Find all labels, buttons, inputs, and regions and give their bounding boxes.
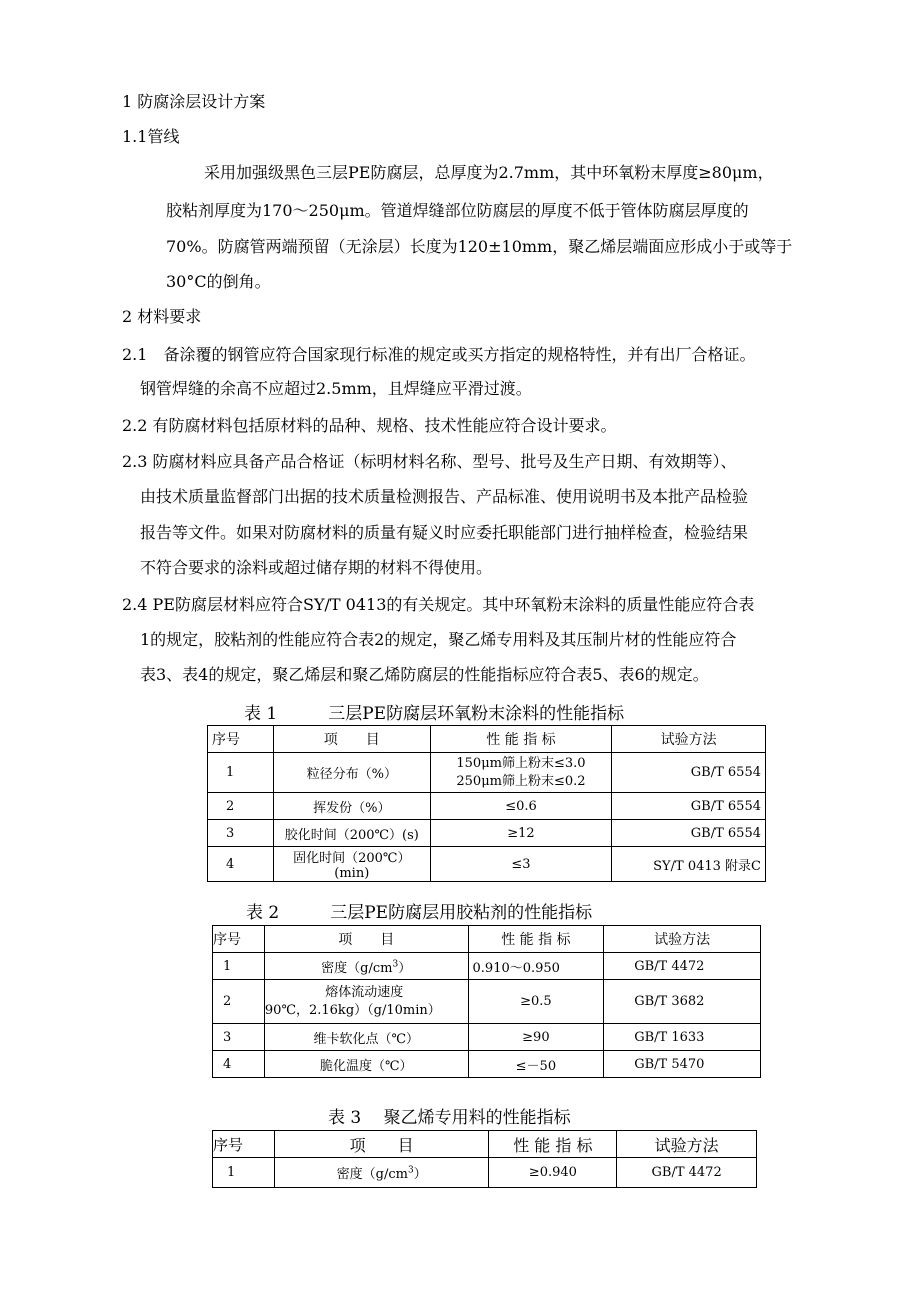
paragraph-line: 2.3 防腐材料应具备产品合格证（标明材料名称、型号、批号及生产日期、有效期等）、 [122, 452, 737, 471]
header-cell: 试验方法 [617, 1131, 757, 1158]
table-row [213, 1158, 757, 1188]
cell-method: GB/T 4472 [604, 953, 761, 980]
cell-value: ≥0.5 [468, 980, 604, 1024]
cell-item: 粒径分布（%） [273, 753, 430, 793]
table-row [208, 793, 766, 820]
paragraph-line: 胶粘剂厚度为170～250μm。管道焊缝部位防腐层的厚度不低于管体防腐层厚度的 [166, 201, 749, 220]
cell-no: 1 [213, 1158, 275, 1188]
item-text: 密度（g/cm [321, 960, 393, 976]
cell-item [274, 1158, 489, 1188]
table-row [213, 980, 761, 1024]
header-cell: 序号 [213, 1131, 275, 1158]
table-header-row [213, 926, 761, 953]
cell-no: 4 [208, 847, 274, 882]
table-row [213, 953, 761, 980]
cell-method: SY/T 0413 附录C [612, 847, 766, 882]
cell-no: 1 [213, 953, 265, 980]
header-cell: 性 能 指 标 [489, 1131, 617, 1158]
cell-item [264, 980, 468, 1024]
item-line: 熔体流动速度 [325, 984, 404, 1000]
paragraph-line: 2.2 有防腐材料包括原材料的品种、规格、技术性能应符合设计要求。 [122, 416, 617, 435]
header-cell: 试验方法 [604, 926, 761, 953]
header-cell: 性 能 指 标 [430, 726, 612, 753]
paragraph-line: 30°C的倒角。 [166, 272, 271, 291]
section-1-1-title: 1.1管线 [122, 127, 180, 146]
table-row [208, 820, 766, 847]
cell-no: 2 [208, 793, 274, 820]
table-header-row [208, 726, 766, 753]
header-cell: 性 能 指 标 [468, 926, 604, 953]
paragraph-line: 70%。防腐管两端预留（无涂层）长度为120±10mm，聚乙烯层端面应形成小于或等于 [166, 237, 793, 256]
cell-item: 胶化时间（200℃）(s) [273, 820, 430, 847]
table-3 [212, 1130, 757, 1188]
cell-no: 3 [208, 820, 274, 847]
table-row [213, 1024, 761, 1051]
item-text: 密度（g/cm [336, 1167, 408, 1182]
paragraph-line: 2.4 PE防腐层材料应符合SY/T 0413的有关规定。其中环氧粉末涂料的质量性能应符合表 [122, 595, 755, 614]
value-line: 150μm筛上粉末≤3.0 [456, 755, 586, 771]
cell-method: GB/T 3682 [604, 980, 761, 1024]
cell-item: 维卡软化点（℃） [264, 1024, 468, 1051]
header-cell: 序号 [208, 726, 274, 753]
cell-no: 4 [213, 1051, 265, 1078]
item-text: ） [413, 1167, 427, 1182]
paragraph-line: 2.1 备涂覆的钢管应符合国家现行标准的规定或买方指定的规格特性，并有出厂合格证。 [122, 345, 756, 364]
paragraph-line: 采用加强级黑色三层PE防腐层，总厚度为2.7mm，其中环氧粉末厚度≥80μm， [204, 163, 774, 182]
cell-value: ≥90 [468, 1024, 604, 1051]
cell-value: ≤3 [430, 847, 612, 882]
header-cell: 项 目 [264, 926, 468, 953]
cell-method: GB/T 4472 [617, 1158, 757, 1188]
header-cell: 项 目 [273, 726, 430, 753]
cell-item: 固化时间（200℃）(min) [273, 847, 430, 882]
cell-item: 脆化温度（℃） [264, 1051, 468, 1078]
table-2-caption: 表 2 三层PE防腐层用胶粘剂的性能指标 [246, 903, 593, 923]
header-cell: 序号 [213, 926, 265, 953]
cell-method: GB/T 1633 [604, 1024, 761, 1051]
cell-value: ≥0.940 [489, 1158, 617, 1188]
section-1-title: 1 防腐涂层设计方案 [122, 92, 266, 111]
header-cell: 项 目 [274, 1131, 489, 1158]
table-2 [212, 925, 761, 1078]
item-line: 90℃，2.16kg）（g/10min） [264, 1002, 441, 1018]
paragraph-line: 钢管焊缝的余高不应超过2.5mm，且焊缝应平滑过渡。 [140, 379, 532, 398]
table-row [208, 753, 766, 793]
paragraph-line: 表3、表4的规定，聚乙烯层和聚乙烯防腐层的性能指标应符合表5、表6的规定。 [140, 665, 709, 684]
cell-no: 2 [213, 980, 265, 1024]
paragraph-line: 1的规定，胶粘剂的性能应符合表2的规定，聚乙烯专用料及其压制片材的性能应符合 [140, 630, 737, 649]
cell-no: 3 [213, 1024, 265, 1051]
cell-item [264, 953, 468, 980]
cell-value: ≤－50 [468, 1051, 604, 1078]
cell-method: GB/T 5470 [604, 1051, 761, 1078]
table-3-caption: 表 3 聚乙烯专用料的性能指标 [328, 1108, 571, 1128]
cell-method: GB/T 6554 [612, 753, 766, 793]
table-row [208, 847, 766, 882]
cell-value [430, 753, 612, 793]
cell-value: ≥12 [430, 820, 612, 847]
paragraph-line: 报告等文件。如果对防腐材料的质量有疑义时应委托职能部门进行抽样检查，检验结果 [140, 523, 749, 542]
section-2-title: 2 材料要求 [122, 307, 202, 326]
paragraph-line: 不符合要求的涂料或超过储存期的材料不得使用。 [140, 558, 493, 577]
cell-no: 1 [208, 753, 274, 793]
cell-value: 0.910～0.950 [468, 953, 604, 980]
superscript: 3 [392, 959, 399, 970]
header-cell: 试验方法 [612, 726, 766, 753]
value-line: 250μm筛上粉末≤0.2 [456, 773, 586, 789]
cell-method: GB/T 6554 [612, 793, 766, 820]
table-1-caption: 表 1 三层PE防腐层环氧粉末涂料的性能指标 [244, 704, 625, 724]
table-1 [207, 725, 766, 882]
table-header-row [213, 1131, 757, 1158]
item-text: ） [398, 960, 412, 976]
table-row [213, 1051, 761, 1078]
cell-item: 挥发份（%） [273, 793, 430, 820]
paragraph-line: 由技术质量监督部门出据的技术质量检测报告、产品标准、使用说明书及本批产品检验 [140, 487, 749, 506]
cell-value: ≤0.6 [430, 793, 612, 820]
superscript: 3 [407, 1165, 414, 1176]
cell-method: GB/T 6554 [612, 820, 766, 847]
